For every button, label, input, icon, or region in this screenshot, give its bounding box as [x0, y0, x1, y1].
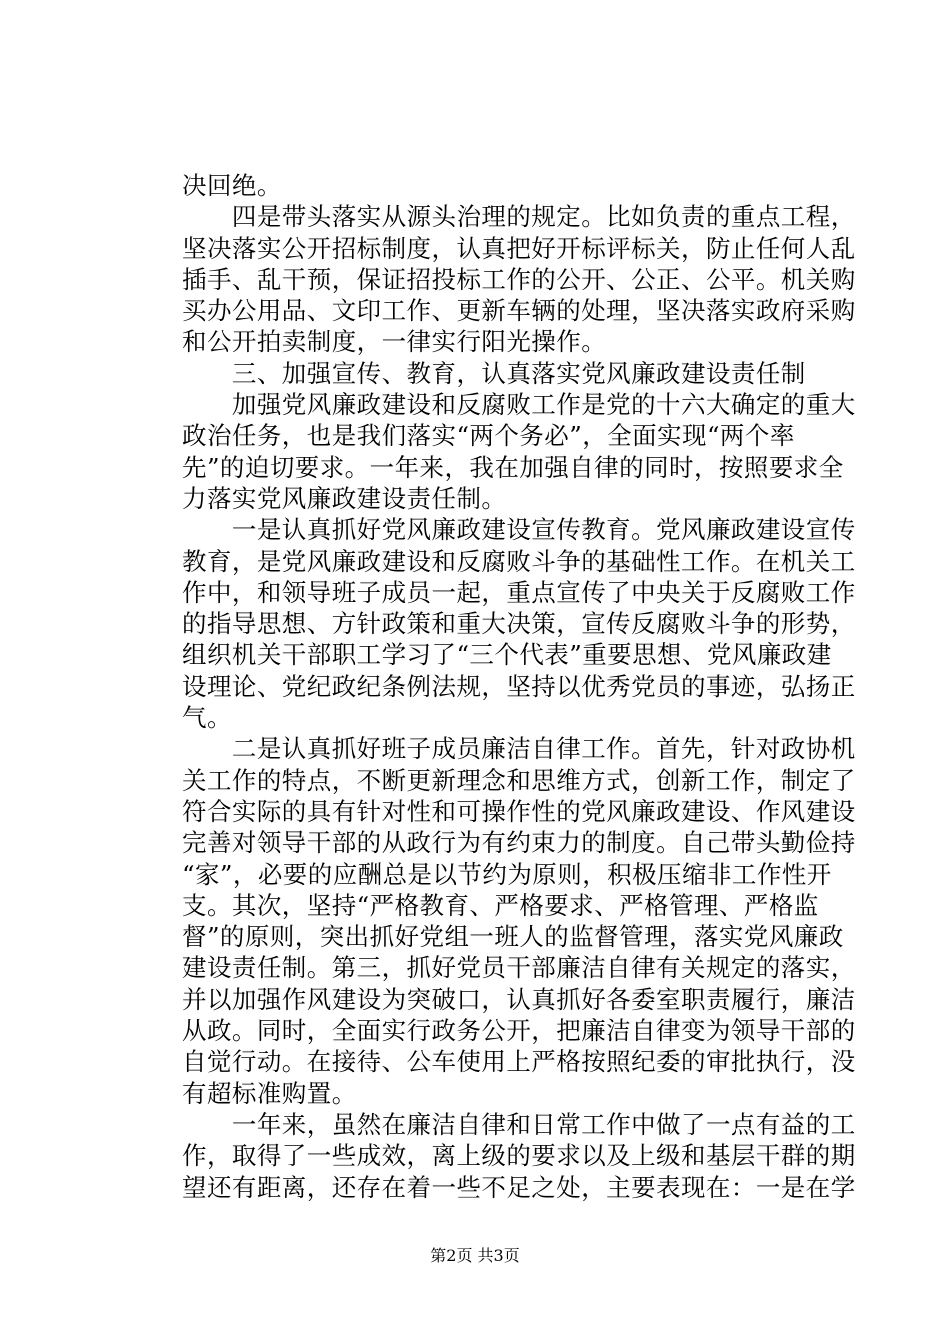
text-line: 和公开拍卖制度，一律实行阳光操作。: [182, 327, 607, 357]
text-line: 先”的迫切要求。一年来，我在加强自律的同时，按照要求全: [182, 452, 844, 482]
text-line: 从政。同时，全面实行政务公开，把廉洁自律变为领导干部的: [182, 1016, 856, 1046]
document-body: [182, 170, 856, 1203]
text-line: 教育，是党风廉政建设和反腐败斗争的基础性工作。在机关工: [182, 546, 856, 576]
text-line: 建设责任制。第三，抓好党员干部廉洁自律有关规定的落实，: [182, 953, 856, 983]
text-line: 三、加强宣传、教育，认真落实党风廉政建设责任制: [182, 358, 806, 388]
text-line: 一年来，虽然在廉洁自律和日常工作中做了一点有益的工: [182, 1109, 856, 1139]
text-line: 符合实际的具有针对性和可操作性的党风廉政建设、作风建设: [182, 796, 856, 826]
text-line: 加强党风廉政建设和反腐败工作是党的十六大确定的重大: [182, 390, 856, 420]
text-line: 插手、乱干预，保证招投标工作的公开、公正、公平。机关购: [182, 264, 856, 294]
text-line: 一是认真抓好党风廉政建设宣传教育。党风廉政建设宣传: [182, 515, 856, 545]
text-line: “家”，必要的应酬总是以节约为原则，积极压缩非工作性开: [182, 859, 832, 889]
text-line: 气。: [182, 703, 232, 733]
text-line: 设理论、党纪政纪条例法规，坚持以优秀党员的事迹，弘扬正: [182, 671, 856, 701]
text-line: 望还有距离，还存在着一些不足之处，主要表现在：一是在学: [182, 1172, 856, 1202]
text-line: 组织机关干部职工学习了“三个代表”重要思想、党风廉政建: [182, 640, 832, 670]
text-line: 作，取得了一些成效，离上级的要求以及上级和基层干群的期: [182, 1141, 856, 1171]
text-line: 作中，和领导班子成员一起，重点宣传了中央关于反腐败工作: [182, 577, 856, 607]
text-line: 自觉行动。在接待、公车使用上严格按照纪委的审批执行，没: [182, 1047, 856, 1077]
text-line: 的指导思想、方针政策和重大决策，宣传反腐败斗争的形势，: [182, 609, 856, 639]
text-line: 政治任务，也是我们落实“两个务必”，全面实现“两个率: [182, 421, 795, 451]
text-line: 并以加强作风建设为突破口，认真抓好各委室职责履行，廉洁: [182, 984, 856, 1014]
text-line: 决回绝。: [182, 171, 282, 200]
text-line: 四是带头落实从源头治理的规定。比如负责的重点工程，: [182, 202, 856, 232]
text-line: 完善对领导干部的从政行为有约束力的制度。自己带头勤俭持: [182, 828, 856, 858]
text-line: 支。其次，坚持“严格教育、严格要求、严格管理、严格监: [182, 890, 819, 920]
text-line: 有超标准购置。: [182, 1078, 357, 1108]
text-line: 二是认真抓好班子成员廉洁自律工作。首先，针对政协机: [182, 734, 856, 764]
text-line: 关工作的特点，不断更新理念和思维方式，创新工作，制定了: [182, 765, 856, 795]
text-line: 坚决落实公开招标制度，认真把好开标评标关，防止任何人乱: [182, 233, 856, 263]
text-line: 力落实党风廉政建设责任制。: [182, 483, 507, 513]
text-line: 买办公用品、文印工作、更新车辆的处理，坚决落实政府采购: [182, 296, 856, 326]
page-footer: 第2页 共3页: [430, 1246, 520, 1265]
text-line: 督”的原则，突出抓好党组一班人的监督管理，落实党风廉政: [182, 922, 844, 952]
